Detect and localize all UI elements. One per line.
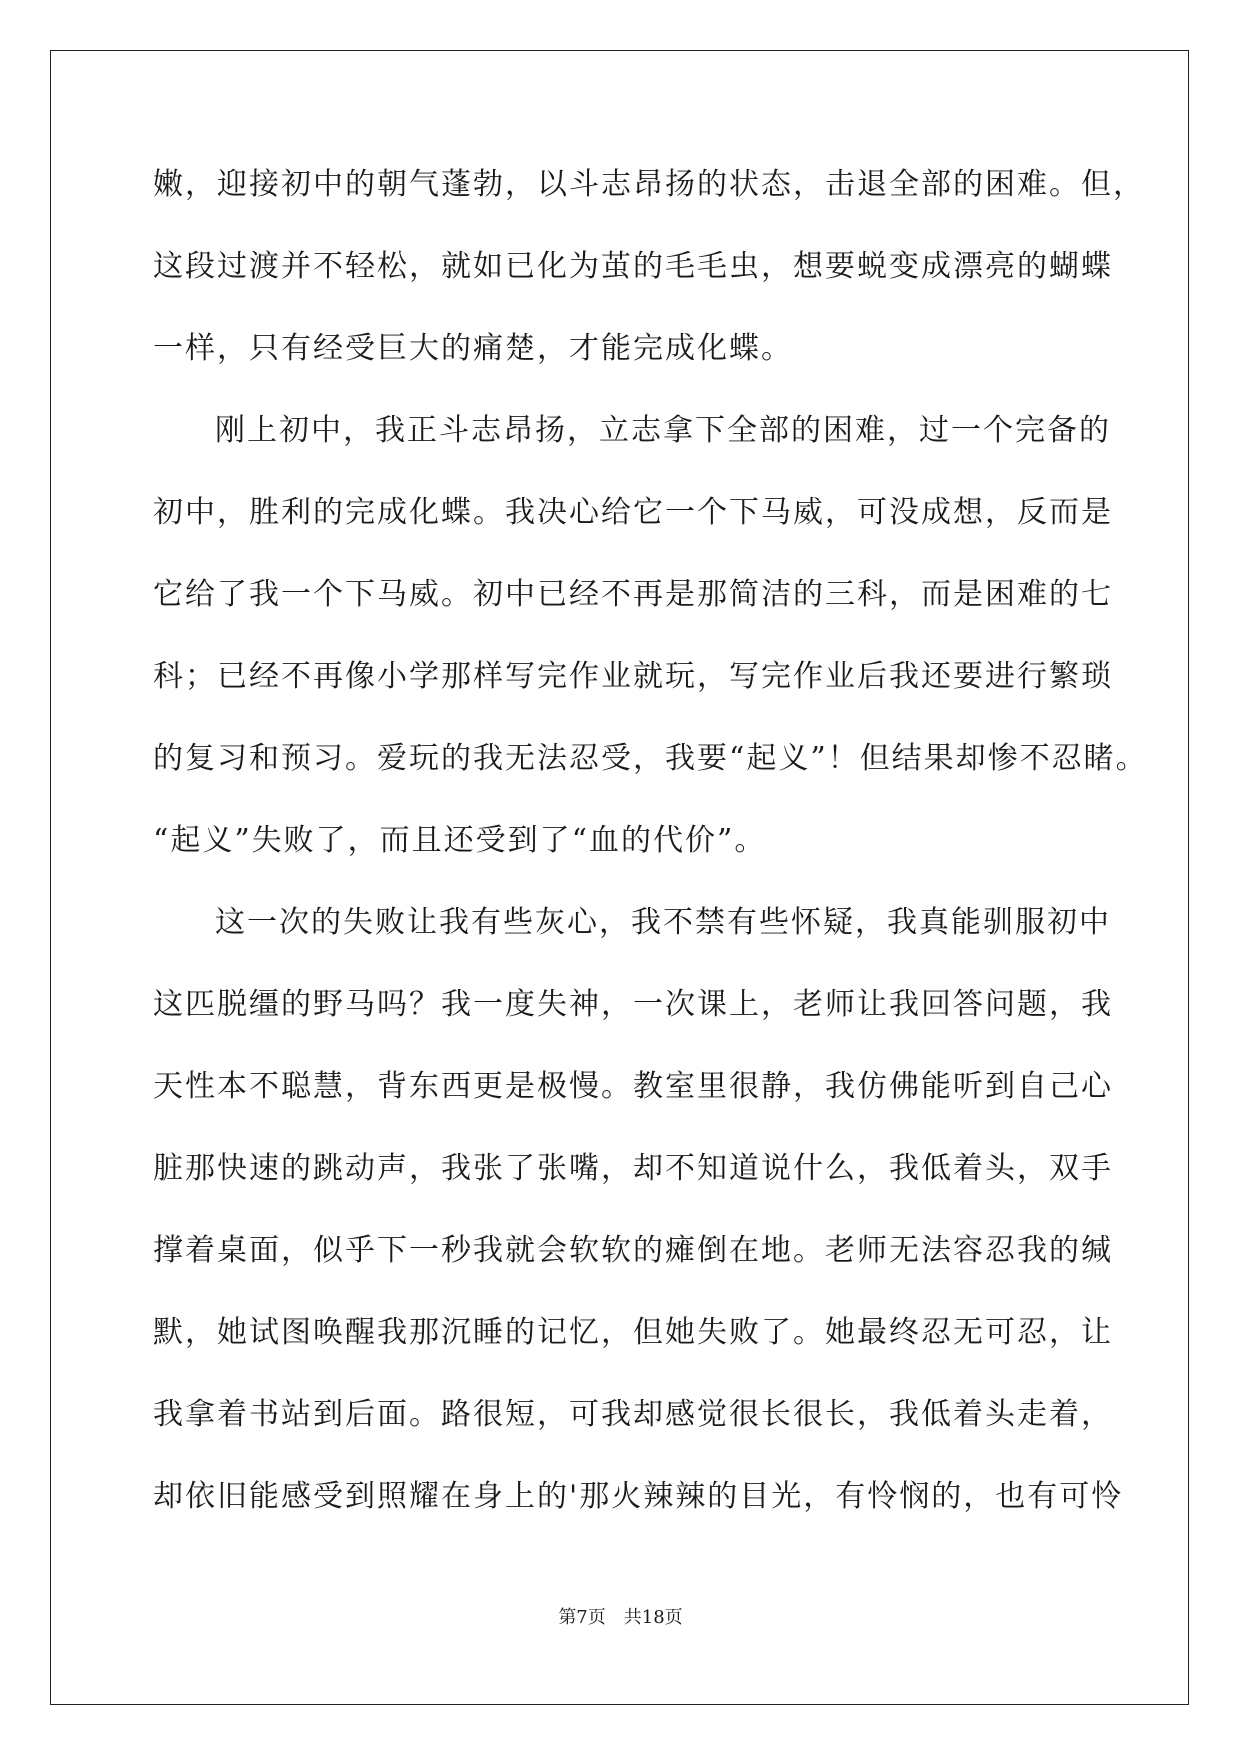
- text-line-10: 这一次的失败让我有些灰心，我不禁有些怀疑，我真能驯服初中: [215, 905, 1111, 940]
- text-line-15: 默，她试图唤醒我那沉睡的记忆，但她失败了。她最终忍无可忍，让: [153, 1315, 1113, 1350]
- text-line-6: 它给了我一个下马威。初中已经不再是那简洁的三科，而是困难的七: [153, 577, 1113, 612]
- text-line-5: 初中，胜利的完成化蝶。我决心给它一个下马威，可没成想，反而是: [153, 495, 1113, 530]
- text-line-7: 科；已经不再像小学那样写完作业就玩，写完作业后我还要进行繁琐: [153, 659, 1113, 694]
- text-line-4: 刚上初中，我正斗志昂扬，立志拿下全部的困难，过一个完备的: [215, 413, 1111, 448]
- text-line-3: 一样，只有经受巨大的痛楚，才能完成化蝶。: [153, 331, 793, 366]
- text-line-9: “起义”失败了，而且还受到了“血的代价”。: [153, 823, 767, 858]
- page-number: 第7页 共18页: [558, 1607, 683, 1628]
- text-line-1: 嫩，迎接初中的朝气蓬勃，以斗志昂扬的状态，击退全部的困难。但，: [153, 167, 1145, 202]
- text-line-17: 却依旧能感受到照耀在身上的'那火辣辣的目光，有怜悯的，也有可怜: [153, 1479, 1124, 1514]
- text-line-14: 撑着桌面，似乎下一秒我就会软软的瘫倒在地。老师无法容忍我的缄: [153, 1233, 1113, 1268]
- document-body: [153, 157, 1148, 1551]
- text-line-16: 我拿着书站到后面。路很短，可我却感觉很长很长，我低着头走着，: [153, 1397, 1113, 1432]
- text-line-2: 这段过渡并不轻松，就如已化为茧的毛毛虫，想要蜕变成漂亮的蝴蝶: [153, 249, 1113, 284]
- text-line-12: 天性本不聪慧，背东西更是极慢。教室里很静，我仿佛能听到自己心: [153, 1069, 1113, 1104]
- text-line-8: 的复习和预习。爱玩的我无法忍受，我要“起义”！但结果却惨不忍睹。: [153, 741, 1148, 776]
- text-line-13: 脏那快速的跳动声，我张了张嘴，却不知道说什么，我低着头，双手: [153, 1151, 1113, 1186]
- text-line-11: 这匹脱缰的野马吗？我一度失神，一次课上，老师让我回答问题，我: [153, 987, 1113, 1022]
